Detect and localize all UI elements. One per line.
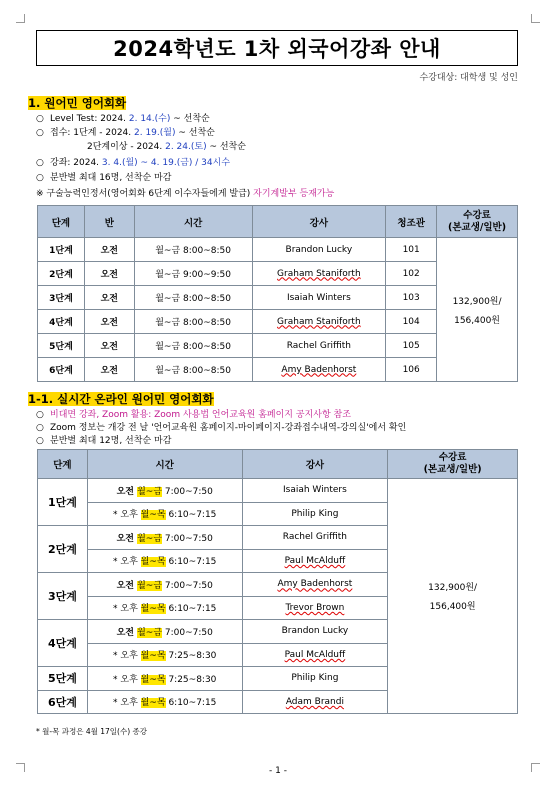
page-corner-mark: [531, 14, 540, 23]
online-info-line-1: ○ 비대면 강좌, Zoom 활용: Zoom 사용법 언어교육원 홈페이지 공지사항 참조: [36, 410, 351, 420]
section1-title: 1. 원어민 영어회화: [28, 96, 127, 110]
header-class: 반: [84, 206, 134, 238]
page-number: - 1 -: [269, 766, 287, 776]
header-time: 시간: [134, 206, 252, 238]
fee-line: 132,900원/: [452, 296, 502, 307]
cell-level: 5단계: [38, 334, 85, 358]
time-period: * 오후: [113, 510, 141, 521]
cell-level: 6단계: [38, 690, 88, 714]
time-period: 오전: [116, 486, 138, 497]
cell-level: 5단계: [38, 667, 88, 691]
cell-teacher: Philip King: [242, 667, 388, 691]
page-title: 2024학년도 1차 외국어강좌 안내: [36, 30, 518, 66]
footnote: * 월-목 과정은 4월 17일(수) 종강: [36, 727, 147, 736]
cell-room: 102: [386, 262, 437, 286]
time-period: * 오후: [113, 698, 141, 709]
header-room: 청조관: [386, 206, 437, 238]
cell-teacher: Adam Brandi: [242, 690, 388, 714]
cell-room: 101: [386, 238, 437, 262]
cell-time: 월~금 8:00~8:50: [134, 286, 252, 310]
header-level: 단계: [38, 450, 88, 479]
course-table-1: [37, 205, 518, 382]
header-teacher: 강사: [252, 206, 386, 238]
cell-time: [87, 502, 242, 526]
cell-teacher: Isaiah Winters: [242, 479, 388, 503]
cell-teacher: Paul McAlduff: [242, 549, 388, 573]
time-days: 월~금: [137, 533, 163, 544]
cell-teacher: Amy Badenhorst: [252, 358, 386, 382]
registration-line: ○ 접수: 1단계 - 2024. 2. 19.(월) ~ 선착순: [36, 128, 215, 138]
cell-level: 3단계: [38, 286, 85, 310]
cell-level: 4단계: [38, 310, 85, 334]
cell-class: 오전: [84, 334, 134, 358]
time-range: 7:00~7:50: [162, 627, 213, 638]
section2-title: 1-1. 실시간 온라인 원어민 영어회화: [28, 392, 214, 406]
header-fee: 수강료 (본교생/일반): [437, 206, 518, 238]
cell-time: [87, 667, 242, 691]
course-table-2: [37, 449, 518, 714]
time-period: * 오후: [113, 651, 141, 662]
cell-teacher: Paul McAlduff: [242, 643, 388, 667]
certificate-note: ※ 구술능력인정서(영어회화 6단계 이수자들에게 발급) 자기계발부 등재가능: [36, 189, 335, 199]
cell-teacher: Philip King: [242, 502, 388, 526]
time-days: 월~목: [140, 510, 166, 521]
cell-time: [87, 479, 242, 503]
cell-level: 4단계: [38, 620, 88, 667]
cell-time: [87, 690, 242, 714]
cell-time: [87, 596, 242, 620]
page-corner-mark: [16, 14, 25, 23]
time-period: * 오후: [113, 604, 141, 615]
level-test-line: ○ Level Test: 2024. 2. 14.(수) ~ 선착순: [36, 114, 210, 124]
cell-teacher: Trevor Brown: [242, 596, 388, 620]
cell-time: 월~금 8:00~8:50: [134, 334, 252, 358]
cell-fee: [437, 238, 518, 382]
fee-line: 132,900원/: [428, 583, 478, 593]
cell-fee: [388, 479, 518, 714]
class-size-line: ○ 분반별 최대 16명, 선착순 마감: [36, 173, 172, 183]
time-period: 오전: [116, 533, 138, 544]
time-days: 월~목: [140, 698, 166, 709]
header-time: 시간: [87, 450, 242, 479]
cell-teacher: Graham Staniforth: [252, 310, 386, 334]
cell-level: 1단계: [38, 479, 88, 526]
cell-time: [87, 620, 242, 644]
cell-teacher: Isaiah Winters: [252, 286, 386, 310]
time-days: 월~목: [140, 604, 166, 615]
registration-line-2: 2단계이상 - 2024. 2. 24.(토) ~ 선착순: [87, 142, 246, 152]
cell-level: 1단계: [38, 238, 85, 262]
cell-teacher: Amy Badenhorst: [242, 573, 388, 597]
cell-room: 106: [386, 358, 437, 382]
cell-level: 3단계: [38, 573, 88, 620]
cell-time: [87, 573, 242, 597]
cell-teacher: Rachel Griffith: [252, 334, 386, 358]
cell-level: 6단계: [38, 358, 85, 382]
cell-room: 105: [386, 334, 437, 358]
table-row: [38, 238, 518, 262]
time-days: 월~목: [140, 651, 166, 662]
time-days: 월~목: [140, 557, 166, 568]
cell-teacher: Brandon Lucky: [252, 238, 386, 262]
time-range: 7:00~7:50: [162, 580, 213, 591]
time-range: 6:10~7:15: [165, 604, 217, 615]
time-period: 오전: [116, 580, 138, 591]
time-range: 7:00~7:50: [162, 533, 213, 544]
cell-time: [87, 549, 242, 573]
cell-teacher: Rachel Griffith: [242, 526, 388, 550]
cell-class: 오전: [84, 262, 134, 286]
time-period: * 오후: [113, 674, 141, 685]
cell-room: 103: [386, 286, 437, 310]
cell-teacher: Brandon Lucky: [242, 620, 388, 644]
cell-class: 오전: [84, 238, 134, 262]
time-period: 오전: [116, 627, 138, 638]
target-audience: 수강대상: 대학생 및 성인: [419, 73, 518, 83]
fee-line: 156,400원: [454, 315, 501, 326]
time-period: * 오후: [113, 557, 141, 568]
cell-time: 월~금 8:00~8:50: [134, 310, 252, 334]
time-range: 6:10~7:15: [165, 698, 217, 709]
time-days: 월~목: [140, 674, 166, 685]
header-teacher: 강사: [242, 450, 388, 479]
header-level: 단계: [38, 206, 85, 238]
cell-time: [87, 643, 242, 667]
cell-level: 2단계: [38, 262, 85, 286]
cell-room: 104: [386, 310, 437, 334]
time-days: 월~금: [137, 580, 163, 591]
cell-time: [87, 526, 242, 550]
table-row: [38, 479, 518, 503]
time-range: 7:25~8:30: [165, 651, 217, 662]
fee-line: 156,400원: [429, 602, 476, 612]
cell-level: 2단계: [38, 526, 88, 573]
online-info-line-2: ○ Zoom 정보는 개강 전 날 '언어교육원 홈페이지-마이페이지-강좌접수내역-강의실'에서 확인: [36, 423, 407, 433]
time-range: 6:10~7:15: [165, 557, 217, 568]
cell-class: 오전: [84, 358, 134, 382]
time-days: 월~금: [137, 627, 163, 638]
cell-time: 월~금 8:00~8:50: [134, 358, 252, 382]
time-range: 6:10~7:15: [165, 510, 217, 521]
header-fee: 수강료 (본교생/일반): [388, 450, 518, 479]
time-range: 7:25~8:30: [165, 674, 217, 685]
cell-class: 오전: [84, 310, 134, 334]
cell-time: 월~금 8:00~8:50: [134, 238, 252, 262]
time-range: 7:00~7:50: [162, 486, 213, 497]
cell-time: 월~금 9:00~9:50: [134, 262, 252, 286]
online-info-line-3: ○ 분반별 최대 12명, 선착순 마감: [36, 436, 172, 446]
cell-teacher: Graham Staniforth: [252, 262, 386, 286]
time-days: 월~금: [137, 486, 163, 497]
cell-class: 오전: [84, 286, 134, 310]
course-period-line: ○ 강좌: 2024. 3. 4.(월) ~ 4. 19.(금) / 34시수: [36, 158, 231, 168]
